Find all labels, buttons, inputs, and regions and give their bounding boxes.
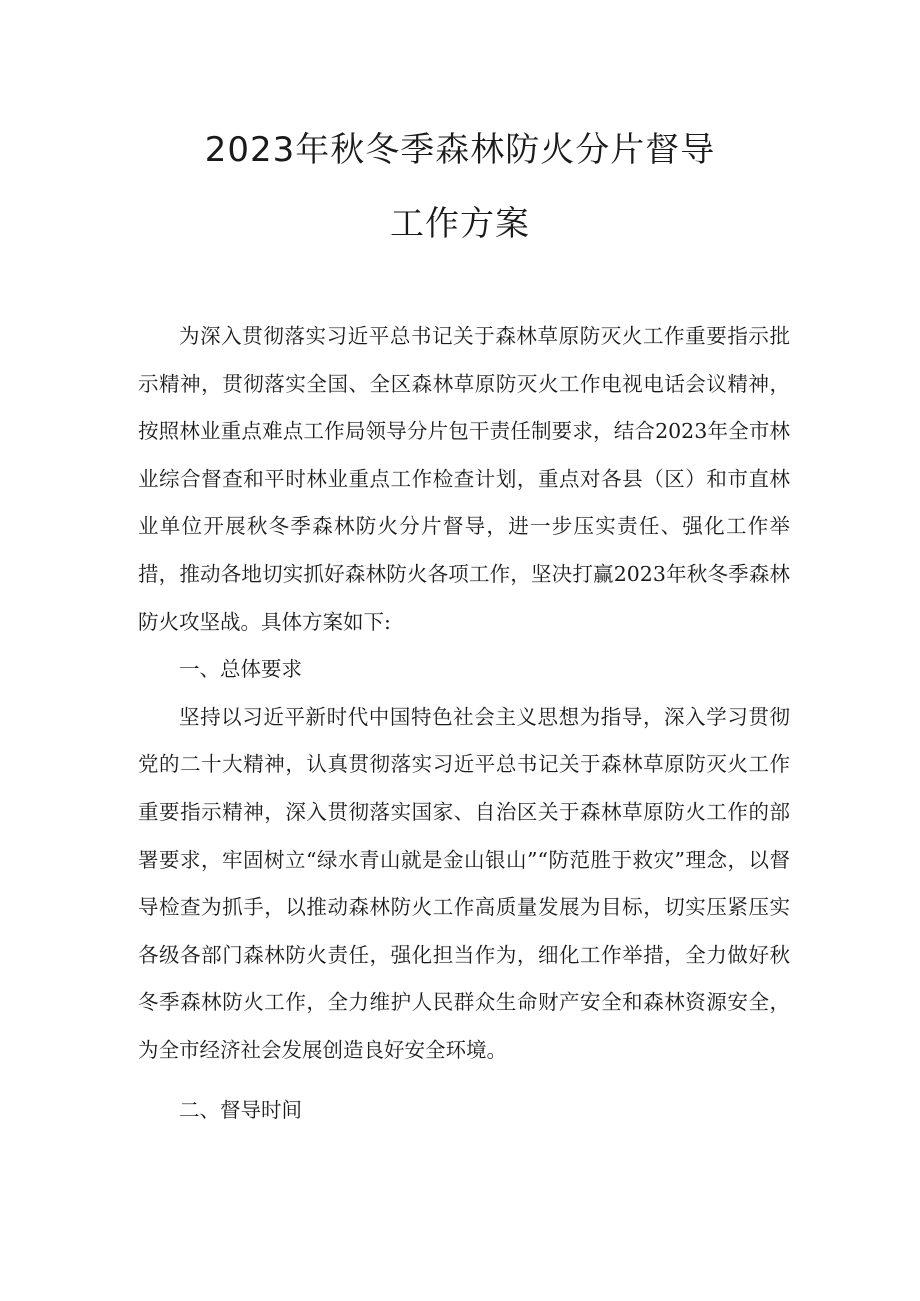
document-title-line-2: 工作方案 bbox=[390, 204, 530, 244]
document-body bbox=[138, 313, 790, 1134]
section-1-paragraph: 坚持以习近平新时代中国特色社会主义思想为指导，深入学习贯彻党的二十大精神，认真贯彻落实习近平总书记关于森林草原防灭火工作重要指示精神，深入贯彻落实国家、自治区关于森林草原防火工作的部署要求，牢固树立“绿水青山就是金山银山”“防范胜于救灾”理念，以督导检查为抓手，以推动森林防火工作高质量发展为目标，切实压紧压实各级各部门森林防火责任，强化担当作为，细化工作举措，全力做好秋冬季森林防火工作，全力维护人民群众生命财产安全和森林资源安全，为全市经济社会发展创造良好安全环境。 bbox=[138, 704, 790, 1062]
section-2-heading: 二、督导时间 bbox=[179, 1097, 302, 1122]
intro-paragraph: 为深入贯彻落实习近平总书记关于森林草原防灭火工作重要指示批示精神，贯彻落实全国、全区森林草原防灭火工作电视电话会议精神，按照林业重点难点工作局领导分片包干责任制要求，结合2023年全市林业综合督查和平时林业重点工作检查计划，重点对各县（区）和市直林业单位开展秋冬季森林防火分片督导，进一步压实责任、强化工作举措，推动各地切实抓好森林防火各项工作，坚决打赢2023年秋冬季森林防火攻坚战。具体方案如下: bbox=[138, 324, 790, 634]
section-1-heading: 一、总体要求 bbox=[179, 657, 302, 682]
document-title-line-1: 2023年秋冬季森林防火分片督导 bbox=[204, 130, 716, 170]
